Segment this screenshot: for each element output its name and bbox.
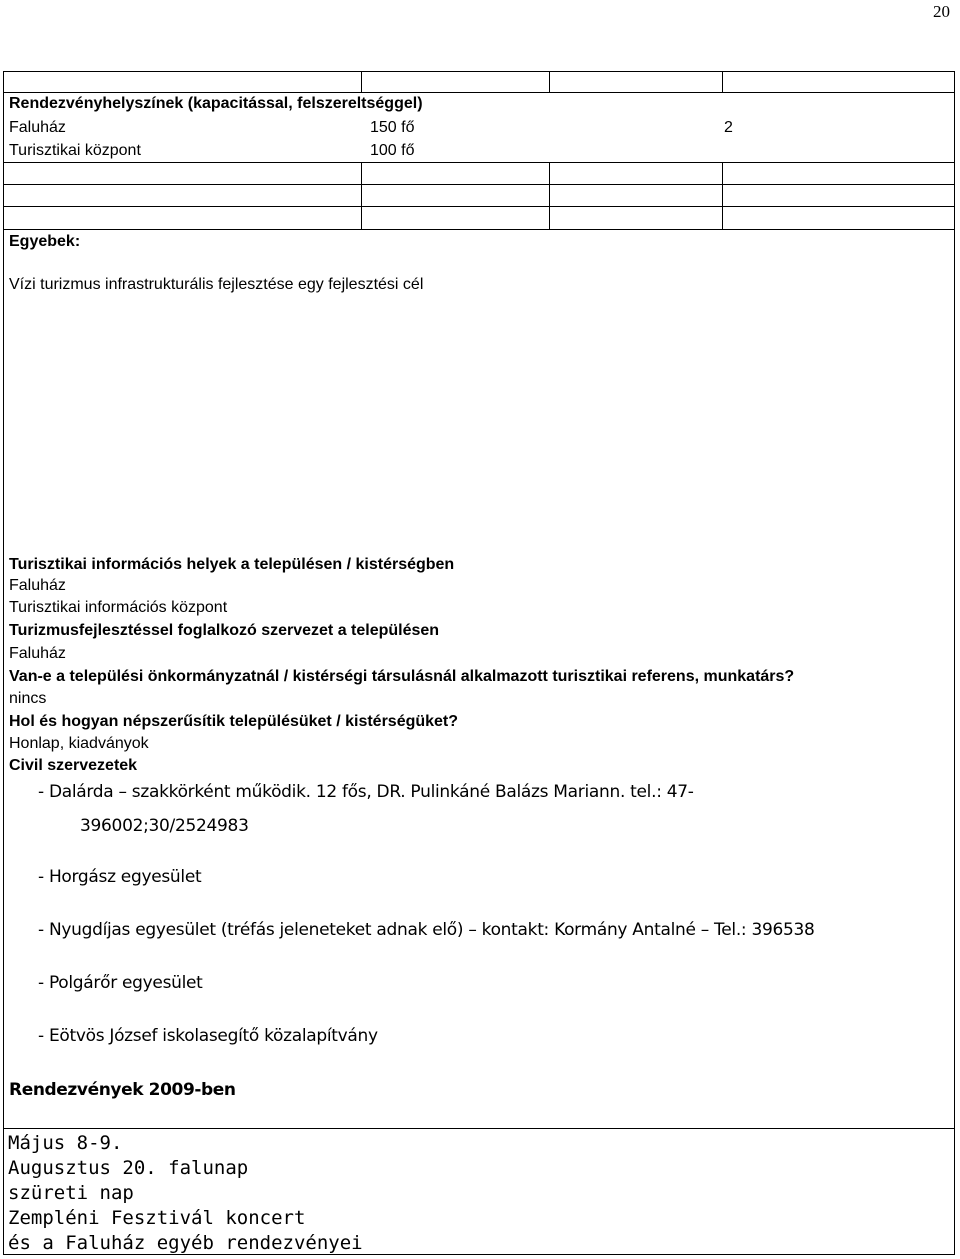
civil-item: - Dalárda – szakkörként működik. 12 fős, DR. Pulinkáné Balázs Mariann. tel.: 47- xyxy=(38,782,694,802)
civil-item: - Polgárőr egyesület xyxy=(38,973,203,993)
col-divider xyxy=(549,162,550,229)
events-heading: Rendezvények 2009-ben xyxy=(9,1080,236,1100)
row-divider xyxy=(3,184,955,185)
event-line: Augusztus 20. falunap xyxy=(8,1157,249,1179)
venue-name: Faluház xyxy=(9,119,66,136)
promo-heading: Hol és hogyan népszerűsítik településüket / kistérségüket? xyxy=(9,713,459,730)
venues-heading: Rendezvényhelyszínek (kapacitással, felszereltséggel) xyxy=(9,95,423,112)
event-line: Zempléni Fesztivál koncert xyxy=(8,1207,306,1229)
civil-item: - Nyugdíjas egyesület (tréfás jeleneteket adnak elő) – kontakt: Kormány Antalné – Tel.: 396538 xyxy=(38,920,815,940)
venue-capacity: 150 fő xyxy=(370,119,415,136)
info-item: Faluház xyxy=(9,577,66,594)
referent-heading: Van-e a települési önkormányzatnál / kistérségi társulásnál alkalmazott turisztikai referens, munkatárs? xyxy=(9,668,795,685)
row-divider xyxy=(3,92,955,93)
event-line: és a Faluház egyéb rendezvényei xyxy=(8,1232,363,1254)
col-divider xyxy=(361,71,362,92)
event-line: szüreti nap xyxy=(8,1182,134,1204)
civil-item: - Eötvös József iskolasegítő közalapítvány xyxy=(38,1026,378,1046)
col-divider xyxy=(549,71,550,92)
info-item: Turisztikai információs központ xyxy=(9,599,228,616)
form-table xyxy=(3,71,955,1255)
civil-item: - Horgász egyesület xyxy=(38,867,202,887)
row-divider xyxy=(3,229,955,230)
other-heading: Egyebek: xyxy=(9,233,81,250)
civil-heading: Civil szervezetek xyxy=(9,757,138,774)
col-divider xyxy=(722,71,723,92)
civil-item-continuation: 396002;30/2524983 xyxy=(80,816,249,836)
col-divider xyxy=(722,162,723,229)
venue-name: Turisztikai központ xyxy=(9,142,141,159)
row-divider xyxy=(3,1128,955,1129)
referent-value: nincs xyxy=(9,690,47,707)
row-divider xyxy=(3,206,955,207)
row-divider xyxy=(3,162,955,163)
venue-capacity: 100 fő xyxy=(370,142,415,159)
page-number: 20 xyxy=(933,2,950,21)
org-value: Faluház xyxy=(9,645,66,662)
promo-value: Honlap, kiadványok xyxy=(9,735,149,752)
col-divider xyxy=(361,162,362,229)
info-heading: Turisztikai információs helyek a településen / kistérségben xyxy=(9,556,455,573)
event-line: Május 8-9. xyxy=(8,1132,123,1154)
org-heading: Turizmusfejlesztéssel foglalkozó szervezet a településen xyxy=(9,622,440,639)
other-text: Vízi turizmus infrastrukturális fejlesztése egy fejlesztési cél xyxy=(9,276,424,293)
venue-count: 2 xyxy=(724,119,733,136)
